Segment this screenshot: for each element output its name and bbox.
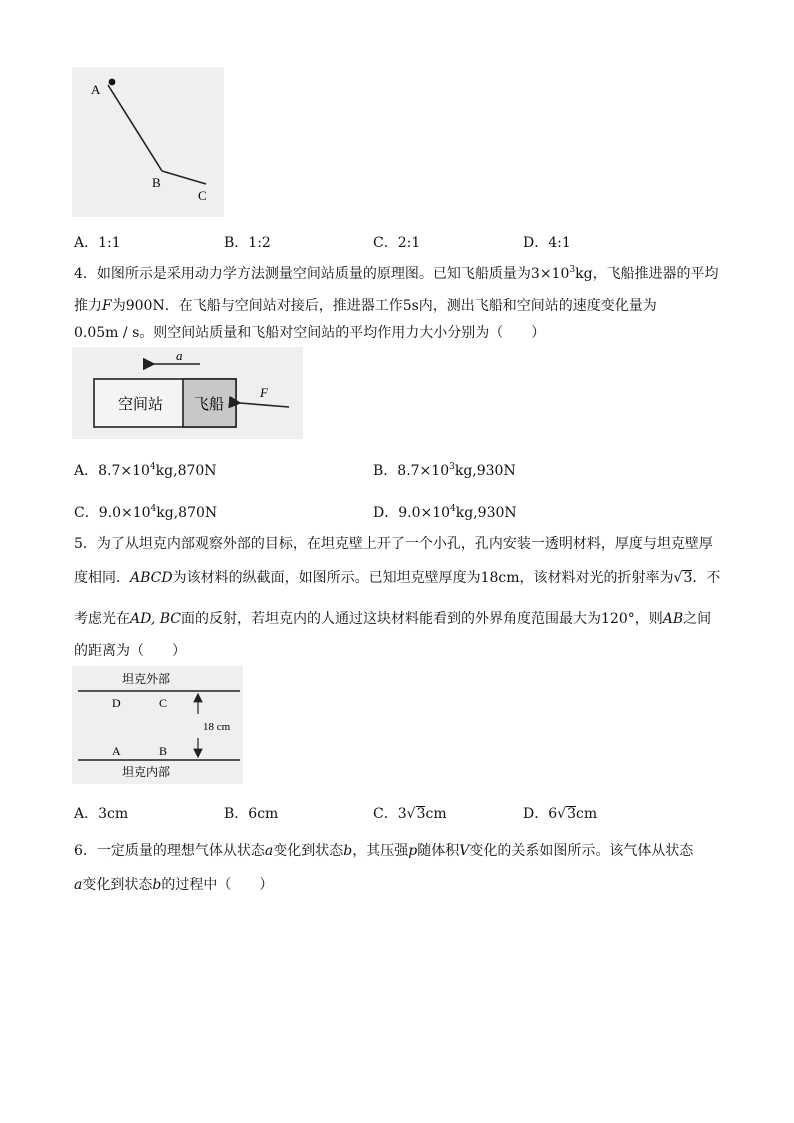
q4-time: 5s	[402, 298, 419, 314]
q4-var-f: F	[102, 298, 112, 314]
option-text: 1:2	[248, 235, 271, 251]
option-text: 1:1	[98, 235, 121, 251]
tank-label-b: B	[159, 744, 168, 758]
rope-figure	[72, 67, 224, 217]
accel-label: a	[176, 348, 183, 363]
q4-speed: 0.05m / s	[74, 325, 140, 341]
option-letter: B．	[224, 235, 249, 251]
q3-option-a[interactable]	[74, 232, 121, 252]
q4-option-c[interactable]: C．$9.0\times 10^4kg,870N$	[74, 504, 218, 521]
station-label: 空间站	[118, 395, 164, 413]
ship-label: 飞船	[194, 395, 225, 413]
q4-ship-mass: $3\times 10^3kg$	[530, 265, 593, 282]
tank-label-c: C	[159, 696, 168, 710]
q6-number: 6．	[74, 843, 97, 859]
q4-text: ，飞船推进器的平均	[592, 266, 719, 282]
q5-option-c[interactable]: C．3√3cm	[373, 806, 447, 822]
tank-figure	[72, 666, 243, 784]
q5-line-3: 考虑光在AD, BC面的反射，若坦克内的人通过这块材料能看到的外界角度范围最大为120°，则AB之间	[74, 611, 712, 627]
q5-angle: 120°	[601, 611, 635, 627]
q4-line-2: 推力F为900N．在飞船与空间站对接后，推进器工作5s内，测出飞船和空间站的速度变化量为	[74, 298, 657, 314]
q3-option-c[interactable]	[373, 232, 420, 252]
rope-segment-ab	[108, 85, 162, 171]
q5-line-4: 的距离为（ ）	[74, 643, 186, 659]
q5-option-b[interactable]: B．6cm	[224, 806, 279, 822]
q4-text: 如图所示是采用动力学方法测量空间站质量的原理图。已知飞船质量为	[96, 266, 531, 282]
station-diagram	[72, 347, 303, 439]
option-text: 2:1	[397, 235, 421, 251]
force-arrow	[240, 403, 289, 407]
tank-diagram	[72, 666, 243, 784]
q4-line-1	[74, 264, 719, 284]
q4-option-d[interactable]: D．$9.0\times 10^4kg,930N$	[373, 504, 517, 521]
tank-thickness-label: 18 cm	[203, 721, 231, 733]
rope-anchor-icon	[109, 79, 116, 86]
tank-label-d: D	[112, 696, 121, 710]
station-figure	[72, 347, 303, 439]
q4-number: 4．	[74, 266, 97, 282]
q6-line-1: 6．一定质量的理想气体从状态a变化到状态b，其压强p随体积V变化的关系如图所示。该气体从状态	[74, 843, 694, 859]
rope-label-c: C	[198, 188, 207, 203]
q3-option-d[interactable]	[523, 232, 571, 252]
q6-line-2: a变化到状态b的过程中（ ）	[74, 877, 274, 893]
rope-label-b: B	[152, 175, 161, 190]
tank-inside-label: 坦克内部	[122, 765, 171, 779]
q5-option-a[interactable]: A．3cm	[74, 806, 129, 822]
q4-option-a[interactable]: A．$8.7\times 10^4kg,870N$	[74, 462, 217, 479]
tank-label-a: A	[112, 744, 121, 758]
rope-label-a: A	[91, 82, 101, 97]
rope-segment-bc	[162, 171, 206, 184]
tank-outside-label: 坦克外部	[122, 672, 171, 686]
q5-index-sqrt: 3	[683, 570, 693, 586]
option-letter: D．	[523, 235, 549, 251]
q5-line-1: 5．为了从坦克内部观察外部的目标，在坦克壁上开了一个小孔，孔内安装一透明材料，厚度与坦克壁厚	[74, 536, 713, 552]
q5-line-2: 度相同．ABCD为该材料的纵截面，如图所示。已知坦克壁厚度为18cm，该材料对光的折射率为√3．不	[74, 570, 721, 586]
q3-option-b[interactable]	[224, 232, 271, 252]
rope-diagram	[72, 67, 224, 217]
q5-thickness: 18cm	[480, 570, 520, 586]
q4-force: 900N	[125, 298, 165, 314]
option-letter: C．	[373, 235, 398, 251]
q5-number: 5．	[74, 536, 97, 552]
q4-option-b[interactable]: B．$8.7\times 10^3kg,930N$	[373, 462, 516, 479]
option-text: 4:1	[548, 235, 571, 251]
q5-option-d[interactable]: D．6√3cm	[523, 806, 598, 822]
q4-line-3: 0.05m / s。则空间站质量和飞船对空间站的平均作用力大小分别为（ ）	[74, 325, 546, 341]
option-letter: A．	[74, 235, 99, 251]
force-label: F	[260, 385, 268, 400]
